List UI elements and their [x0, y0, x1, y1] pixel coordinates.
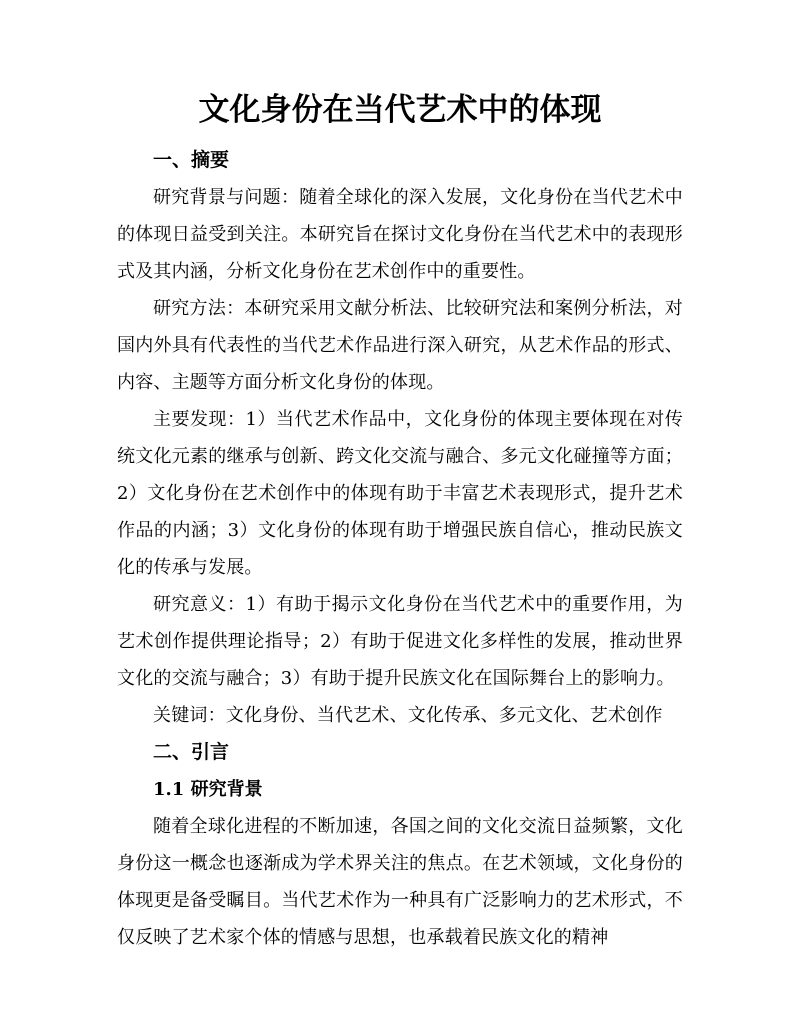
section-heading-abstract: 一、摘要	[153, 149, 230, 171]
abstract-findings-paragraph: 主要发现：1）当代艺术作品中，文化身份的体现主要体现在对传统文化元素的继承与创新、跨文化交流与融合、多元文化碰撞等方面；2）文化身份在艺术创作中的体现有助于丰富艺术表现形式，提升艺术作品的内涵；3）文化身份的体现有助于增强民族自信心，推动民族文化的传承与发展。	[117, 409, 683, 578]
abstract-background-paragraph: 研究背景与问题：随着全球化的深入发展，文化身份在当代艺术中的体现日益受到关注。本研究旨在探讨文化身份在当代艺术中的表现形式及其内涵，分析文化身份在艺术创作中的重要性。	[117, 187, 683, 282]
document-body	[117, 142, 683, 956]
subsection-heading-research-background: 1.1 研究背景	[153, 779, 263, 800]
keywords-line: 关键词：文化身份、当代艺术、文化传承、多元文化、艺术创作	[153, 705, 663, 726]
abstract-methods-paragraph: 研究方法：本研究采用文献分析法、比较研究法和案例分析法，对国内外具有代表性的当代艺术作品进行深入研究，从艺术作品的形式、内容、主题等方面分析文化身份的体现。	[117, 298, 683, 393]
abstract-significance-paragraph: 研究意义：1）有助于揭示文化身份在当代艺术中的重要作用，为艺术创作提供理论指导；2）有助于促进文化多样性的发展，推动世界文化的交流与融合；3）有助于提升民族文化在国际舞台上的影响力。	[117, 594, 683, 689]
introduction-paragraph: 随着全球化进程的不断加速，各国之间的文化交流日益频繁，文化身份这一概念也逐渐成为学术界关注的焦点。在艺术领域，文化身份的体现更是备受瞩目。当代艺术作为一种具有广泛影响力的艺术形式，不仅反映了艺术家个体的情感与思想，也承载着民族文化的精神	[117, 816, 683, 948]
section-heading-introduction: 二、引言	[153, 741, 230, 763]
page-title: 文化身份在当代艺术中的体现	[198, 92, 602, 128]
